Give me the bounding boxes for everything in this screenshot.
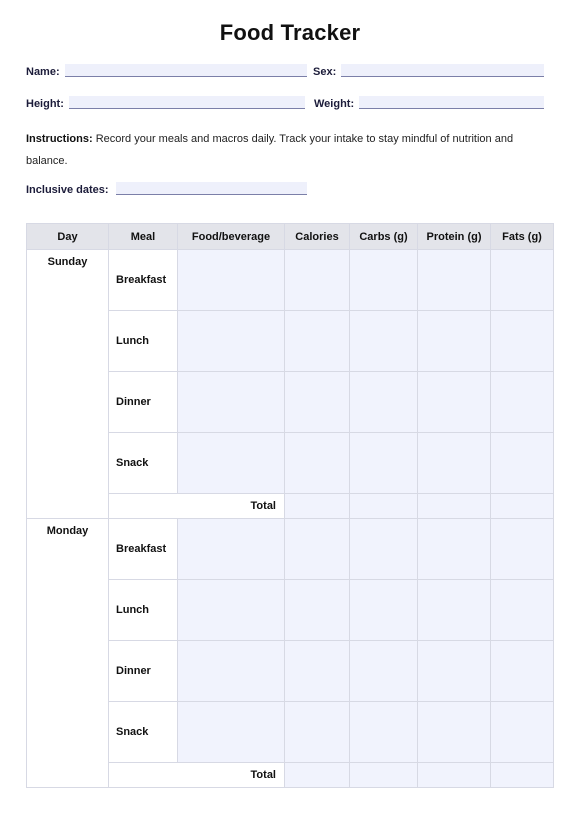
fats-cell[interactable]	[491, 702, 554, 763]
total-fats-cell[interactable]	[491, 763, 554, 788]
page-title: Food Tracker	[219, 20, 361, 45]
food-beverage-cell[interactable]	[178, 372, 285, 433]
fats-cell[interactable]	[491, 372, 554, 433]
instructions-label: Instructions:	[26, 133, 93, 145]
table-header-row	[27, 224, 554, 250]
food-tracker-table	[26, 223, 554, 788]
food-beverage-cell[interactable]	[178, 702, 285, 763]
meal-label: Breakfast	[109, 519, 178, 580]
name-field[interactable]	[65, 64, 307, 77]
fats-cell[interactable]	[491, 580, 554, 641]
total-label: Total	[109, 494, 285, 519]
header-food-beverage: Food/beverage	[178, 224, 285, 250]
total-label: Total	[109, 763, 285, 788]
meal-label: Lunch	[109, 311, 178, 372]
day-cell-monday: Monday	[27, 519, 109, 788]
sex-label: Sex:	[313, 66, 337, 78]
calories-cell[interactable]	[285, 702, 350, 763]
total-protein-cell[interactable]	[418, 763, 491, 788]
inclusive-dates-label: Inclusive dates:	[26, 184, 109, 196]
protein-cell[interactable]	[418, 311, 491, 372]
meal-label: Snack	[109, 702, 178, 763]
calories-cell[interactable]	[285, 250, 350, 311]
fats-cell[interactable]	[491, 641, 554, 702]
protein-cell[interactable]	[418, 580, 491, 641]
calories-cell[interactable]	[285, 580, 350, 641]
meal-label: Dinner	[109, 372, 178, 433]
fats-cell[interactable]	[491, 519, 554, 580]
header-carbs: Carbs (g)	[350, 224, 418, 250]
day-cell-sunday: Sunday	[27, 250, 109, 519]
total-protein-cell[interactable]	[418, 494, 491, 519]
calories-cell[interactable]	[285, 311, 350, 372]
protein-cell[interactable]	[418, 641, 491, 702]
food-beverage-cell[interactable]	[178, 250, 285, 311]
fats-cell[interactable]	[491, 250, 554, 311]
table-row	[27, 519, 554, 580]
protein-cell[interactable]	[418, 433, 491, 494]
protein-cell[interactable]	[418, 702, 491, 763]
meal-label: Breakfast	[109, 250, 178, 311]
food-beverage-cell[interactable]	[178, 311, 285, 372]
instructions-text: Record your meals and macros daily. Track your intake to stay mindful of nutrition and balance.	[26, 133, 514, 167]
calories-cell[interactable]	[285, 433, 350, 494]
header-day: Day	[27, 224, 109, 250]
carbs-cell[interactable]	[350, 372, 418, 433]
carbs-cell[interactable]	[350, 702, 418, 763]
weight-label: Weight:	[314, 98, 355, 110]
protein-cell[interactable]	[418, 372, 491, 433]
height-field[interactable]	[69, 96, 305, 109]
food-beverage-cell[interactable]	[178, 641, 285, 702]
fats-cell[interactable]	[491, 311, 554, 372]
food-beverage-cell[interactable]	[178, 433, 285, 494]
meal-label: Lunch	[109, 580, 178, 641]
total-carbs-cell[interactable]	[350, 494, 418, 519]
total-calories-cell[interactable]	[285, 494, 350, 519]
total-carbs-cell[interactable]	[350, 763, 418, 788]
carbs-cell[interactable]	[350, 580, 418, 641]
meal-label: Snack	[109, 433, 178, 494]
food-beverage-cell[interactable]	[178, 580, 285, 641]
calories-cell[interactable]	[285, 372, 350, 433]
calories-cell[interactable]	[285, 641, 350, 702]
header-calories: Calories	[285, 224, 350, 250]
height-label: Height:	[26, 98, 64, 110]
meal-label: Dinner	[109, 641, 178, 702]
protein-cell[interactable]	[418, 250, 491, 311]
protein-cell[interactable]	[418, 519, 491, 580]
fats-cell[interactable]	[491, 433, 554, 494]
calories-cell[interactable]	[285, 519, 350, 580]
carbs-cell[interactable]	[350, 250, 418, 311]
carbs-cell[interactable]	[350, 311, 418, 372]
carbs-cell[interactable]	[350, 641, 418, 702]
carbs-cell[interactable]	[350, 433, 418, 494]
table-row	[27, 250, 554, 311]
carbs-cell[interactable]	[350, 519, 418, 580]
header-protein: Protein (g)	[418, 224, 491, 250]
header-meal: Meal	[109, 224, 178, 250]
sex-field[interactable]	[341, 64, 544, 77]
food-beverage-cell[interactable]	[178, 519, 285, 580]
name-label: Name:	[26, 66, 60, 78]
instructions	[26, 128, 556, 172]
total-calories-cell[interactable]	[285, 763, 350, 788]
weight-field[interactable]	[359, 96, 544, 109]
inclusive-dates-field[interactable]	[116, 182, 307, 195]
total-fats-cell[interactable]	[491, 494, 554, 519]
header-fats: Fats (g)	[491, 224, 554, 250]
